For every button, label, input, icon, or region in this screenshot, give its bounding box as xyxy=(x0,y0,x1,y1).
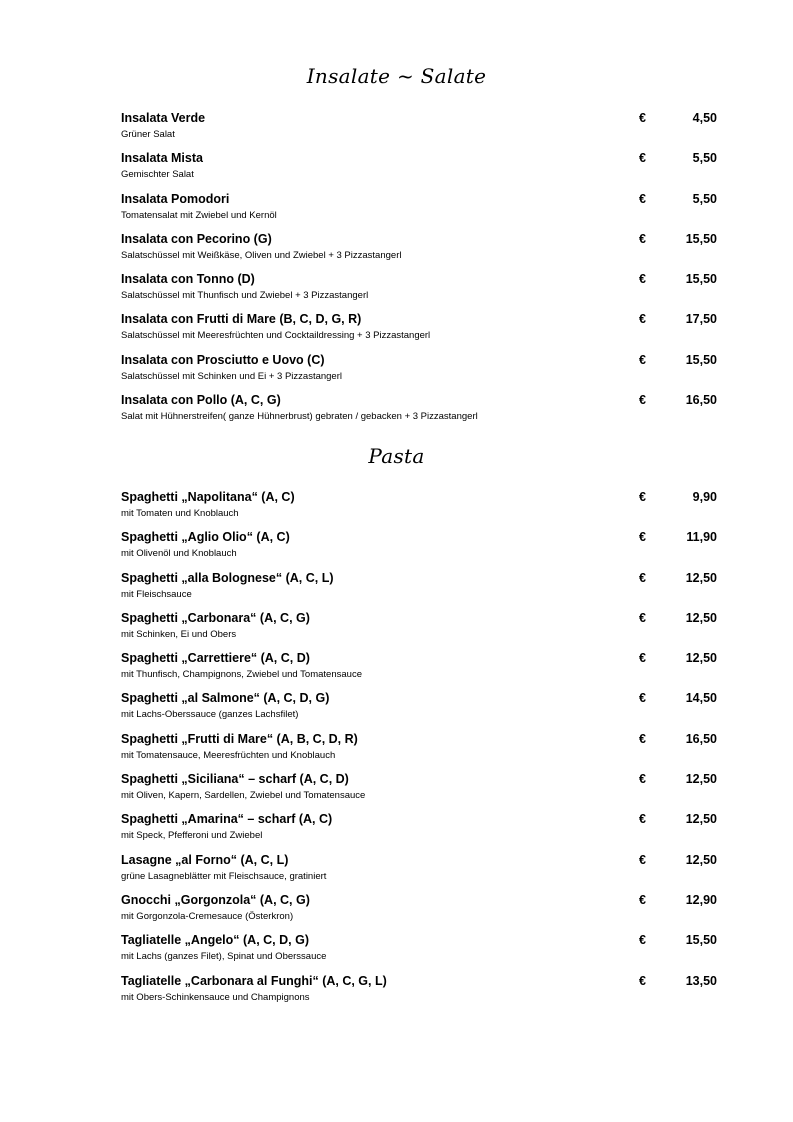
menu-item-name: Spaghetti „alla Bolognese“ (A, C, L) xyxy=(121,570,334,585)
menu-item-name: Spaghetti „Carbonara“ (A, C, G) xyxy=(121,610,310,625)
menu-item-name: Insalata con Tonno (D) xyxy=(121,272,255,287)
menu-item-price: 12,50 xyxy=(685,852,717,867)
menu-item xyxy=(121,393,717,433)
menu-item-description: mit Fleischsauce xyxy=(121,588,192,600)
menu-item-currency: € xyxy=(639,352,646,367)
menu-item-description: grüne Lasagneblätter mit Fleischsauce, gratiniert xyxy=(121,870,327,882)
menu-item-price: 12,90 xyxy=(685,892,717,907)
menu-item-currency: € xyxy=(639,812,646,827)
menu-item-currency: € xyxy=(639,490,646,504)
menu-item-description: mit Olivenöl und Knoblauch xyxy=(121,548,237,560)
menu-item-currency: € xyxy=(639,151,646,166)
menu-item-description: Salatschüssel mit Schinken und Ei + 3 Pizzastangerl xyxy=(121,370,342,382)
menu-item-currency: € xyxy=(639,530,646,545)
menu-item-description: mit Lachs-Oberssauce (ganzes Lachsfilet) xyxy=(121,709,299,721)
menu-item-name: Lasagne „al Forno“ (A, C, L) xyxy=(121,852,289,867)
menu-item-name: Insalata Verde xyxy=(121,111,206,125)
menu-item-description: mit Lachs (ganzes Filet), Spinat und Oberssauce xyxy=(121,951,327,963)
menu-item-name: Gnocchi „Gorgonzola“ (A, C, G) xyxy=(121,892,310,907)
menu-item-name: Spaghetti „Aglio Olio“ (A, C) xyxy=(121,530,290,545)
menu-item-currency: € xyxy=(639,651,646,666)
menu-item-price: 12,50 xyxy=(685,812,717,827)
menu-item xyxy=(121,651,717,691)
menu-item xyxy=(121,530,717,570)
menu-item xyxy=(121,853,717,893)
menu-item xyxy=(121,353,717,393)
menu-item-description: Tomatensalat mit Zwiebel und Kernöl xyxy=(121,209,277,221)
menu-list-pasta xyxy=(121,490,717,1014)
menu-item-name: Spaghetti „Carrettiere“ (A, C, D) xyxy=(121,651,310,666)
menu-item-currency: € xyxy=(639,892,646,907)
menu-item-name: Insalata Pomodori xyxy=(121,191,230,206)
menu-item-name: Spaghetti „Amarina“ – scharf (A, C) xyxy=(121,812,333,827)
menu-item xyxy=(121,490,717,530)
menu-item-currency: € xyxy=(639,973,646,988)
menu-item-currency: € xyxy=(639,312,646,327)
menu-item xyxy=(121,691,717,731)
menu-item-price: 16,50 xyxy=(685,731,717,746)
menu-item-price: 11,90 xyxy=(686,530,717,545)
menu-item-description: Salat mit Hühnerstreifen( ganze Hühnerbrust) gebraten / gebacken + 3 Pizzastangerl xyxy=(121,411,478,423)
menu-item-description: mit Obers-Schinkensauce und Champignons xyxy=(121,991,310,1003)
menu-item-currency: € xyxy=(639,191,646,206)
menu-item xyxy=(121,192,717,232)
section-title-salate: Insalate ~ Salate xyxy=(306,64,487,88)
menu-item xyxy=(121,232,717,272)
menu-item-name: Insalata Mista xyxy=(121,151,203,166)
menu-item-currency: € xyxy=(639,393,646,408)
menu-item xyxy=(121,772,717,812)
menu-item xyxy=(121,732,717,772)
menu-item-price: 16,50 xyxy=(685,393,717,408)
menu-item-currency: € xyxy=(639,272,646,287)
menu-item-price: 5,50 xyxy=(692,151,717,166)
menu-item-price: 4,50 xyxy=(692,111,717,125)
menu-item-name: Spaghetti „Napolitana“ (A, C) xyxy=(121,490,295,504)
menu-item xyxy=(121,611,717,651)
menu-item-price: 12,50 xyxy=(685,772,717,787)
menu-item-description: Salatschüssel mit Meeresfrüchten und Cocktaildressing + 3 Pizzastangerl xyxy=(121,330,431,342)
menu-item-price: 9,90 xyxy=(692,490,717,504)
menu-item xyxy=(121,812,717,852)
menu-item-name: Insalata con Prosciutto e Uovo (C) xyxy=(121,352,325,367)
menu-item-currency: € xyxy=(639,570,646,585)
menu-item-price: 5,50 xyxy=(692,191,717,206)
menu-item-description: mit Thunfisch, Champignons, Zwiebel und Tomatensauce xyxy=(121,669,362,681)
menu-item-name: Insalata con Pecorino (G) xyxy=(121,231,272,246)
menu-item-currency: € xyxy=(639,933,646,948)
menu-item-price: 15,50 xyxy=(685,231,717,246)
menu-item xyxy=(121,151,717,191)
menu-item xyxy=(121,893,717,933)
menu-item-price: 12,50 xyxy=(685,651,717,666)
menu-item-description: mit Tomatensauce, Meeresfrüchten und Knoblauch xyxy=(121,749,336,761)
menu-item-description: Gemischter Salat xyxy=(121,169,194,181)
menu-item-price: 14,50 xyxy=(685,691,717,706)
menu-item-price: 15,50 xyxy=(685,352,717,367)
menu-item-name: Insalata con Frutti di Mare (B, C, D, G, R) xyxy=(121,312,362,327)
menu-item-description: mit Schinken, Ei und Obers xyxy=(121,628,237,640)
menu-item xyxy=(121,571,717,611)
menu-item-description: Salatschüssel mit Weißkäse, Oliven und Zwiebel + 3 Pizzastangerl xyxy=(121,249,402,261)
menu-item-name: Tagliatelle „Carbonara al Funghi“ (A, C, G, L) xyxy=(121,973,387,988)
menu-item-price: 15,50 xyxy=(685,933,717,948)
menu-item xyxy=(121,272,717,312)
menu-item-name: Spaghetti „Frutti di Mare“ (A, B, C, D, R) xyxy=(121,731,358,746)
menu-item-currency: € xyxy=(639,610,646,625)
menu-item-description: mit Speck, Pfefferoni und Zwiebel xyxy=(121,830,263,842)
menu-item-description: mit Tomaten und Knoblauch xyxy=(121,508,239,519)
menu-item-price: 15,50 xyxy=(685,272,717,287)
menu-item-currency: € xyxy=(639,231,646,246)
menu-item-currency: € xyxy=(639,691,646,706)
menu-list-salate xyxy=(121,111,717,433)
menu-item-currency: € xyxy=(639,852,646,867)
menu-item-currency: € xyxy=(639,772,646,787)
menu-item-price: 17,50 xyxy=(685,312,717,327)
menu-item-price: 12,50 xyxy=(685,570,717,585)
menu-item-currency: € xyxy=(639,111,646,125)
menu-item-price: 13,50 xyxy=(685,973,717,988)
menu-item-description: Salatschüssel mit Thunfisch und Zwiebel + 3 Pizzastangerl xyxy=(121,290,369,302)
menu-item-price: 12,50 xyxy=(685,610,717,625)
menu-item xyxy=(121,933,717,973)
section-title-pasta: Pasta xyxy=(368,444,425,468)
menu-item xyxy=(121,312,717,352)
menu-item-name: Insalata con Pollo (A, C, G) xyxy=(121,393,281,408)
menu-item-name: Tagliatelle „Angelo“ (A, C, D, G) xyxy=(121,933,309,948)
menu-item xyxy=(121,974,717,1014)
menu-item xyxy=(121,111,717,151)
menu-item-description: mit Oliven, Kapern, Sardellen, Zwiebel und Tomatensauce xyxy=(121,790,366,802)
menu-item-name: Spaghetti „al Salmone“ (A, C, D, G) xyxy=(121,691,330,706)
menu-item-description: Grüner Salat xyxy=(121,129,175,140)
menu-item-currency: € xyxy=(639,731,646,746)
menu-item-name: Spaghetti „Siciliana“ – scharf (A, C, D) xyxy=(121,772,349,787)
menu-item-description: mit Gorgonzola-Cremesauce (Österkron) xyxy=(121,910,294,922)
